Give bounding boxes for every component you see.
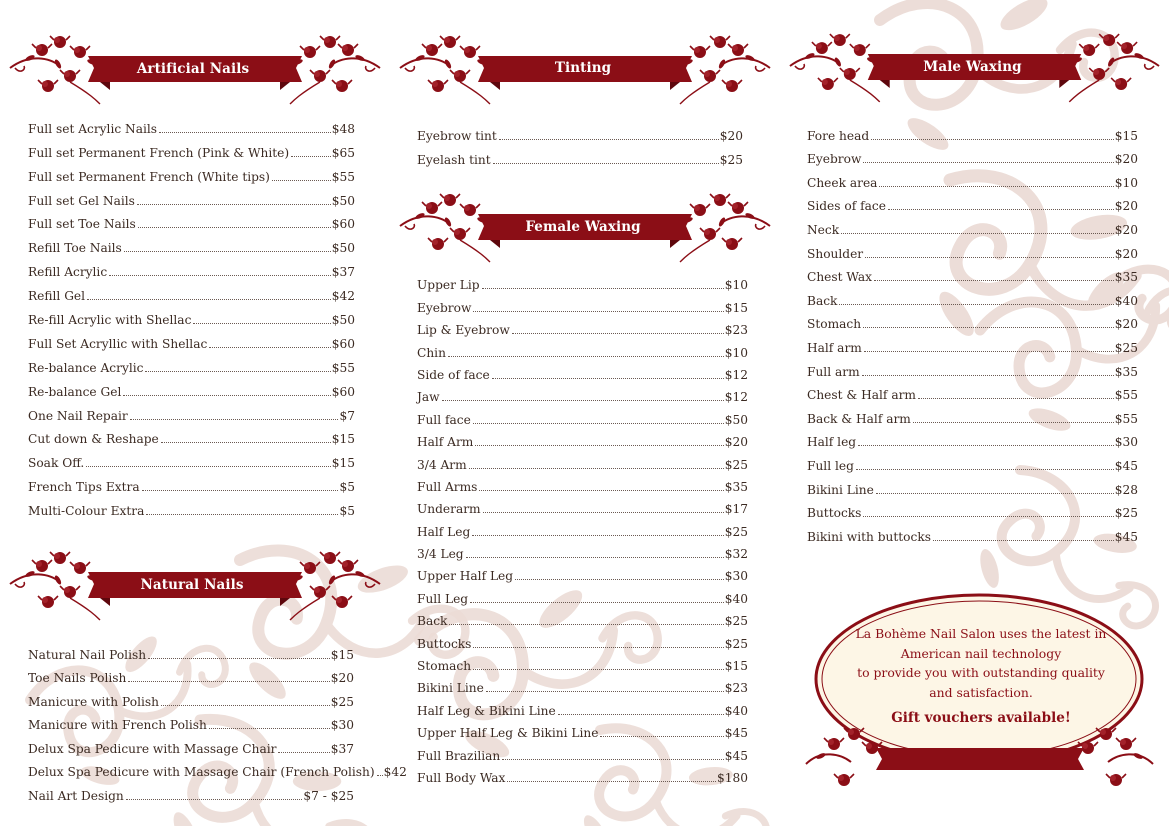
price-row (417, 561, 748, 583)
dot-leader (145, 371, 330, 372)
dot-leader (86, 466, 330, 467)
service-price: $20 (1114, 222, 1138, 237)
dot-leader (109, 275, 331, 276)
price-row (417, 449, 748, 471)
service-price: $20 (330, 671, 354, 685)
service-name: Cut down & Reshape (28, 432, 159, 447)
service-name: Half arm (807, 340, 862, 355)
service-price: $7 - $25 (303, 788, 354, 803)
price-list-natural-nails (28, 638, 407, 803)
dot-leader (486, 691, 724, 692)
price-row (28, 231, 355, 255)
service-name: Full Leg (417, 591, 469, 606)
service-name: Back (807, 293, 838, 308)
service-price: $25 (724, 636, 748, 651)
dot-leader (874, 280, 1114, 281)
service-name: Refill Acrylic (28, 265, 108, 280)
service-name: Full set Permanent French (White tips) (28, 169, 270, 184)
price-row (807, 308, 1138, 332)
promo-line: to provide you with outstanding quality (857, 665, 1105, 680)
service-price: $45 (724, 726, 748, 741)
service-price: $45 (1114, 529, 1138, 544)
service-price: $40 (1114, 293, 1138, 308)
price-row (807, 190, 1138, 214)
service-name: Full set Gel Nails (28, 193, 135, 208)
service-name: Full Set Acryllic with Shellac (28, 336, 208, 351)
service-price: $25 (1114, 340, 1138, 355)
price-row (28, 375, 355, 399)
banner-artificial-nails (0, 28, 390, 114)
service-name: 3/4 Arm (417, 457, 467, 472)
service-price: $42 (383, 765, 407, 779)
service-price: $28 (1114, 482, 1138, 497)
dot-leader (482, 288, 724, 289)
price-row (417, 270, 748, 292)
price-row (28, 112, 355, 136)
service-name: Shoulder (807, 246, 864, 261)
section-title-female-waxing: Female Waxing (525, 219, 641, 235)
dot-leader (864, 351, 1114, 352)
service-name: Bikini Line (807, 482, 874, 497)
dot-leader (879, 186, 1113, 187)
dot-leader (475, 445, 723, 446)
service-name: Natural Nail Polish (28, 647, 147, 662)
dot-leader (863, 516, 1113, 517)
dot-leader (502, 759, 723, 760)
price-list-female-waxing (417, 270, 748, 785)
service-name: Full leg (807, 458, 854, 473)
section-title-natural-nails: Natural Nails (140, 577, 244, 593)
service-name: Eyelash tint (417, 153, 491, 167)
service-price: $37 (330, 741, 354, 756)
service-name: Bikini Line (417, 681, 484, 696)
dot-leader (142, 490, 339, 491)
promo-line: La Bohème Nail Salon uses the latest in (855, 626, 1107, 641)
service-name: Full set Acrylic Nails (28, 121, 158, 136)
dot-leader (148, 658, 330, 659)
service-name: Side of face (417, 367, 490, 382)
price-row (28, 208, 355, 232)
service-price: $7 (339, 408, 355, 423)
price-row (807, 355, 1138, 379)
price-row (807, 379, 1138, 403)
dot-leader (876, 493, 1114, 494)
price-row (28, 423, 355, 447)
price-row (417, 695, 748, 717)
promo-line: American nail technology (900, 645, 1062, 661)
promo-line: and satisfaction. (929, 684, 1033, 700)
service-name: French Tips Extra (28, 480, 140, 495)
dot-leader (499, 139, 719, 140)
service-name: Sides of face (807, 199, 886, 214)
service-price: $23 (724, 323, 748, 338)
price-row (28, 732, 354, 756)
price-row (417, 382, 748, 404)
price-list-artificial-nails (28, 112, 355, 518)
price-row (28, 709, 354, 733)
service-name: Full arm (807, 364, 860, 379)
service-price: $20 (1114, 317, 1138, 332)
dot-leader (507, 781, 716, 782)
dot-leader (839, 304, 1113, 305)
dot-leader (515, 579, 724, 580)
service-price: $50 (331, 241, 355, 256)
service-name: Buttocks (417, 636, 472, 651)
service-name: One Nail Repair (28, 408, 128, 423)
price-row (417, 539, 748, 561)
service-price: $55 (331, 360, 355, 375)
service-name: Neck (807, 222, 840, 237)
price-row (417, 606, 748, 628)
service-name: Lip & Eyebrow (417, 323, 510, 338)
price-row (807, 449, 1138, 473)
service-price: $23 (724, 681, 748, 696)
dot-leader (918, 398, 1114, 399)
banner-tinting (390, 28, 780, 114)
dot-leader (466, 557, 724, 558)
service-name: Underarm (417, 502, 481, 517)
service-price: $25 (1114, 506, 1138, 521)
service-price: $25 (330, 694, 354, 709)
dot-leader (863, 327, 1114, 328)
dot-leader (291, 156, 331, 157)
dot-leader (209, 728, 330, 729)
price-row (417, 628, 748, 650)
service-price: $20 (1114, 246, 1138, 261)
service-price: $65 (331, 145, 355, 160)
service-price: $15 (331, 456, 355, 471)
service-name: Upper Half Leg & Bikini Line (417, 726, 599, 741)
section-title-artificial-nails: Artificial Nails (136, 61, 250, 77)
price-row (807, 143, 1138, 167)
dot-leader (473, 311, 723, 312)
banner-female-waxing (390, 186, 780, 272)
promo-message (836, 624, 1126, 702)
dot-leader (479, 490, 723, 491)
service-price: $15 (724, 300, 748, 315)
service-name: Fore head (807, 128, 870, 143)
service-name: Half Leg & Bikini Line (417, 703, 556, 718)
service-price: $40 (724, 591, 748, 606)
section-title-tinting: Tinting (554, 60, 612, 76)
service-price: $60 (331, 217, 355, 232)
service-name: Upper Lip (417, 278, 480, 293)
service-price: $30 (1114, 435, 1138, 450)
price-row (28, 470, 355, 494)
dot-leader (862, 375, 1114, 376)
service-price: $42 (331, 289, 355, 304)
dot-leader (858, 445, 1114, 446)
price-row (28, 399, 355, 423)
price-row (28, 685, 354, 709)
service-price: $35 (1114, 270, 1138, 285)
service-price: $5 (339, 480, 355, 495)
service-price: $55 (1114, 411, 1138, 426)
service-price: $15 (724, 659, 748, 674)
service-name: Re-balance Acrylic (28, 360, 144, 375)
dot-leader (472, 535, 723, 536)
service-price: $12 (724, 390, 748, 405)
service-price: $25 (719, 153, 743, 167)
dot-leader (278, 752, 329, 753)
price-row (807, 119, 1138, 143)
service-name: Full face (417, 412, 471, 427)
service-name: Full Body Wax (417, 770, 506, 785)
dot-leader (126, 799, 303, 800)
price-row (28, 303, 355, 327)
dot-leader (473, 647, 723, 648)
column-artificial-natural (0, 0, 407, 826)
price-row (28, 160, 355, 184)
price-row (28, 255, 355, 279)
promo-oval (796, 584, 1163, 798)
service-price: $20 (724, 435, 748, 450)
dot-leader (87, 299, 331, 300)
dot-leader (473, 669, 724, 670)
price-row (28, 279, 355, 303)
dot-leader (124, 251, 331, 252)
price-row (807, 166, 1138, 190)
service-price: $20 (1114, 152, 1138, 167)
service-name: Chin (417, 345, 446, 360)
service-name: 3/4 Leg (417, 547, 464, 562)
price-row (28, 756, 407, 780)
service-price: $20 (1114, 199, 1138, 214)
service-name: Full set Toe Nails (28, 217, 136, 232)
dot-leader (512, 333, 724, 334)
dot-leader (209, 347, 330, 348)
price-row (807, 331, 1138, 355)
price-row (28, 351, 355, 375)
section-title-male-waxing: Male Waxing (923, 59, 1022, 75)
price-list-tinting (417, 119, 743, 167)
price-row (28, 327, 355, 351)
service-price: $30 (330, 718, 354, 732)
service-price: $15 (1114, 128, 1138, 143)
dot-leader (138, 227, 331, 228)
price-row (417, 494, 748, 516)
dot-leader (933, 540, 1114, 541)
price-row (807, 497, 1138, 521)
service-price: $35 (1114, 364, 1138, 379)
service-price: $50 (724, 412, 748, 427)
dot-leader (871, 139, 1114, 140)
price-row (28, 136, 355, 160)
service-price: $45 (1114, 458, 1138, 473)
dot-leader (272, 180, 331, 181)
service-name: Delux Spa Pedicure with Massage Chair (28, 741, 277, 756)
service-price: $17 (724, 502, 748, 517)
dot-leader (161, 705, 330, 706)
price-row (417, 315, 748, 337)
price-row (417, 651, 748, 673)
service-name: Jaw (417, 390, 440, 405)
dot-leader (483, 512, 724, 513)
price-row (417, 427, 748, 449)
service-name: Half Arm (417, 435, 474, 450)
price-row (417, 763, 748, 785)
dot-leader (888, 209, 1114, 210)
price-row (28, 662, 354, 686)
service-name: Soak Off. (28, 456, 85, 471)
price-row (417, 516, 748, 538)
dot-leader (130, 419, 339, 420)
service-price: $12 (724, 367, 748, 382)
service-name: Bikini with buttocks (807, 529, 931, 544)
service-name: Toe Nails Polish (28, 671, 127, 685)
price-row (28, 494, 355, 518)
dot-leader (856, 469, 1114, 470)
service-price: $30 (724, 569, 748, 584)
service-name: Back (417, 614, 448, 629)
banner-natural-nails (0, 544, 390, 630)
dot-leader (128, 681, 329, 682)
service-name: Full Arms (417, 479, 478, 494)
service-name: Delux Spa Pedicure with Massage Chair (French Polish) (28, 765, 375, 779)
service-name: Chest & Half arm (807, 388, 916, 403)
dot-leader (449, 624, 723, 625)
price-row (417, 143, 743, 167)
service-name: Cheek area (807, 175, 878, 190)
service-name: Eyebrow (417, 300, 472, 315)
service-price: $15 (330, 647, 354, 662)
service-name: Refill Toe Nails (28, 241, 122, 256)
service-price: $60 (331, 336, 355, 351)
dot-leader (863, 162, 1113, 163)
service-price: $60 (331, 384, 355, 399)
dot-leader (193, 323, 330, 324)
service-price: $40 (724, 703, 748, 718)
service-price: $15 (331, 432, 355, 447)
dot-leader (913, 422, 1114, 423)
price-row (807, 284, 1138, 308)
service-name: Manicure with Polish (28, 694, 159, 709)
column-tinting-female-waxing (390, 0, 780, 826)
service-price: $180 (716, 770, 748, 785)
service-name: Half Leg (417, 524, 471, 539)
service-name: Full set Permanent French (Pink & White) (28, 145, 290, 160)
dot-leader (137, 204, 331, 205)
dot-leader (161, 442, 331, 443)
service-name: Stomach (807, 317, 862, 332)
dot-leader (123, 395, 330, 396)
service-name: Re-fill Acrylic with Shellac (28, 313, 192, 328)
service-price: $20 (719, 129, 743, 143)
service-price: $10 (724, 278, 748, 293)
service-price: $25 (724, 524, 748, 539)
price-row (417, 673, 748, 695)
service-price: $10 (724, 345, 748, 360)
service-name: Refill Gel (28, 289, 86, 304)
gift-vouchers-note: Gift vouchers available! (891, 710, 1071, 726)
dot-leader (470, 602, 724, 603)
service-price: $10 (1114, 175, 1138, 190)
price-row (417, 292, 748, 314)
price-row (807, 213, 1138, 237)
service-name: Back & Half arm (807, 411, 911, 426)
service-price: $25 (724, 614, 748, 629)
price-row (417, 718, 748, 740)
dot-leader (492, 378, 724, 379)
dot-leader (469, 468, 724, 469)
price-row (28, 446, 355, 470)
column-male-waxing (780, 0, 1169, 826)
service-name: Full Brazilian (417, 748, 501, 763)
service-name: Re-balance Gel (28, 384, 122, 399)
dot-leader (841, 233, 1114, 234)
dot-leader (865, 257, 1114, 258)
dot-leader (493, 163, 719, 164)
service-price: $45 (724, 748, 748, 763)
dot-leader (146, 514, 338, 515)
service-price: $35 (724, 479, 748, 494)
price-row (807, 520, 1138, 544)
banner-male-waxing (780, 26, 1169, 112)
price-row (28, 638, 354, 662)
service-price: $50 (331, 313, 355, 328)
price-row (417, 119, 743, 143)
price-row (807, 237, 1138, 261)
price-row (807, 426, 1138, 450)
price-row (417, 404, 748, 426)
service-name: Chest Wax (807, 270, 873, 285)
price-row (417, 360, 748, 382)
service-name: Eyebrow tint (417, 129, 497, 143)
price-row (28, 184, 355, 208)
dot-leader (558, 714, 724, 715)
service-name: Upper Half Leg (417, 569, 514, 584)
service-name: Eyebrow (807, 152, 862, 167)
dot-leader (600, 736, 723, 737)
dot-leader (442, 400, 724, 401)
service-name: Stomach (417, 659, 472, 674)
dot-leader (448, 356, 724, 357)
price-list-male-waxing (807, 119, 1138, 544)
service-name: Half leg (807, 435, 857, 450)
service-price: $55 (331, 169, 355, 184)
price-row (417, 583, 748, 605)
price-row (417, 337, 748, 359)
service-price: $5 (339, 504, 355, 519)
service-name: Manicure with French Polish (28, 718, 207, 732)
price-row (28, 779, 354, 803)
price-row (807, 473, 1138, 497)
dot-leader (473, 423, 724, 424)
service-price: $32 (724, 547, 748, 562)
service-name: Buttocks (807, 506, 862, 521)
dot-leader (159, 132, 331, 133)
service-price: $37 (331, 265, 355, 280)
price-row (807, 261, 1138, 285)
price-row (417, 472, 748, 494)
service-price: $48 (331, 121, 355, 136)
service-price: $25 (724, 457, 748, 472)
service-name: Multi-Colour Extra (28, 504, 145, 519)
service-price: $50 (331, 193, 355, 208)
price-row (417, 740, 748, 762)
service-price: $55 (1114, 388, 1138, 403)
service-name: Nail Art Design (28, 788, 124, 803)
price-row (807, 402, 1138, 426)
